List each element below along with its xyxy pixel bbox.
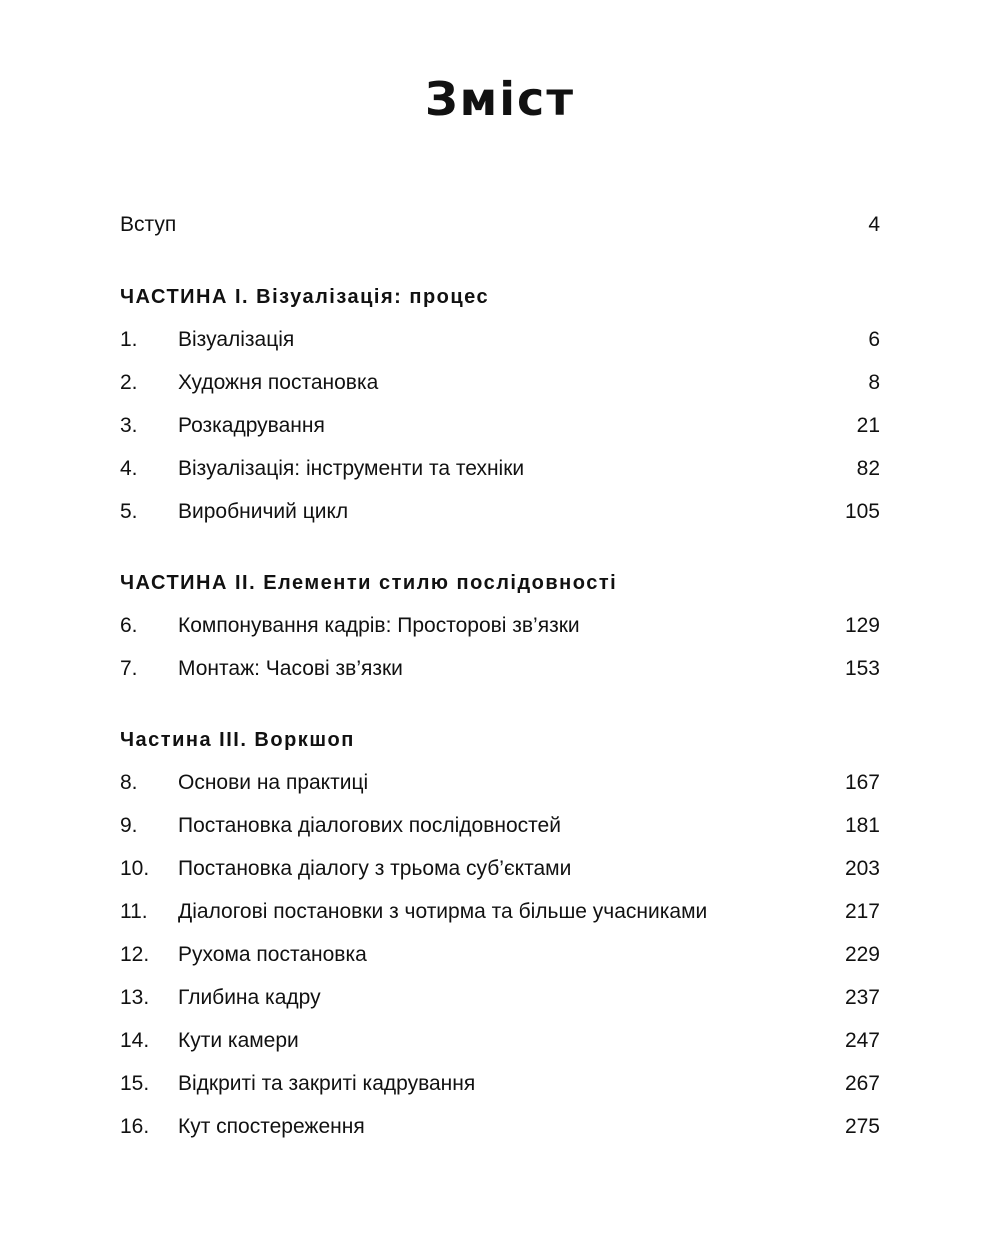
toc-entry-intro[interactable] [120, 210, 880, 240]
entry-page: 6 [868, 328, 880, 351]
entry-page: 275 [844, 1115, 880, 1138]
entry-page: 82 [856, 457, 880, 480]
dot-leader [481, 1069, 837, 1099]
entry-label: Монтаж: Часові зв’язки [178, 657, 403, 680]
entry-number: 14. [120, 1029, 150, 1052]
dot-leader [713, 897, 837, 927]
toc-entry[interactable] [120, 854, 880, 884]
entry-number: 5. [120, 500, 138, 523]
page-title: Зміст [425, 72, 575, 126]
dot-leader [567, 811, 837, 841]
dot-leader [327, 983, 837, 1013]
entry-number: 6. [120, 614, 138, 637]
toc-entry[interactable] [120, 411, 880, 441]
entry-label: Постановка діалогу з трьома суб’єктами [178, 857, 572, 880]
dot-leader [305, 1026, 837, 1056]
dot-leader [409, 654, 837, 684]
dot-leader [373, 940, 837, 970]
dot-leader [530, 454, 848, 484]
entry-page: 21 [856, 414, 880, 437]
dot-leader [300, 325, 848, 355]
entry-label: Розкадрування [178, 414, 325, 437]
entry-label: Постановка діалогових послідовностей [178, 814, 561, 837]
entry-label: Виробничий цикл [178, 500, 349, 523]
entry-page: 217 [844, 900, 880, 923]
part-heading-2: ЧАСТИНА II. Елементи стилю послідовності [120, 572, 618, 594]
entry-number: 8. [120, 771, 138, 794]
entry-page: 8 [868, 371, 880, 394]
entry-number: 11. [120, 900, 148, 923]
toc-entry[interactable] [120, 811, 880, 841]
entry-page: 4 [868, 213, 880, 236]
entry-page: 129 [844, 614, 880, 637]
entry-label: Візуалізація: інструменти та техніки [178, 457, 525, 480]
entry-number: 9. [120, 814, 138, 837]
toc-entry[interactable] [120, 1026, 880, 1056]
entry-label: Компонування кадрів: Просторові зв’язки [178, 614, 580, 637]
entry-number: 4. [120, 457, 138, 480]
dot-leader [354, 497, 837, 527]
entry-number: 13. [120, 986, 150, 1009]
entry-number: 15. [120, 1072, 150, 1095]
entry-number: 7. [120, 657, 138, 680]
dot-leader [384, 368, 848, 398]
entry-label: Рухома постановка [178, 943, 367, 966]
dot-leader [182, 210, 848, 240]
entry-label: Основи на практиці [178, 771, 369, 794]
entry-label: Вступ [120, 213, 177, 236]
entry-page: 237 [844, 986, 880, 1009]
entry-page: 181 [844, 814, 880, 837]
entry-label: Художня постановка [178, 371, 379, 394]
entry-label: Кути камери [178, 1029, 299, 1052]
toc-entry[interactable] [120, 1112, 880, 1142]
entry-label: Відкриті та закриті кадрування [178, 1072, 476, 1095]
entry-number: 10. [120, 857, 150, 880]
toc-entry[interactable] [120, 983, 880, 1013]
toc-entry[interactable] [120, 368, 880, 398]
dot-leader [331, 411, 848, 441]
toc-entry[interactable] [120, 611, 880, 641]
entry-label: Діалогові постановки з чотирма та більше учасниками [178, 900, 708, 923]
entry-page: 153 [844, 657, 880, 680]
entry-number: 2. [120, 371, 138, 394]
entry-label: Глибина кадру [178, 986, 321, 1009]
entry-number: 3. [120, 414, 138, 437]
toc-entry[interactable] [120, 897, 880, 927]
toc-entry[interactable] [120, 454, 880, 484]
entry-page: 167 [844, 771, 880, 794]
dot-leader [374, 768, 837, 798]
entry-page: 247 [844, 1029, 880, 1052]
toc-entry[interactable] [120, 940, 880, 970]
entry-number: 12. [120, 943, 150, 966]
toc-entry[interactable] [120, 325, 880, 355]
part-heading-3: Частина III. Воркшоп [120, 729, 355, 751]
toc-entry[interactable] [120, 768, 880, 798]
toc-entry[interactable] [120, 497, 880, 527]
part-heading-1: ЧАСТИНА I. Візуалізація: процес [120, 286, 490, 308]
dot-leader [586, 611, 837, 641]
toc-entry[interactable] [120, 654, 880, 684]
entry-page: 105 [844, 500, 880, 523]
entry-page: 267 [844, 1072, 880, 1095]
entry-label: Візуалізація [178, 328, 295, 351]
dot-leader [577, 854, 837, 884]
entry-number: 1. [120, 328, 138, 351]
entry-page: 229 [844, 943, 880, 966]
dot-leader [371, 1112, 837, 1142]
entry-number: 16. [120, 1115, 150, 1138]
entry-label: Кут спостереження [178, 1115, 365, 1138]
toc-entry[interactable] [120, 1069, 880, 1099]
entry-page: 203 [844, 857, 880, 880]
